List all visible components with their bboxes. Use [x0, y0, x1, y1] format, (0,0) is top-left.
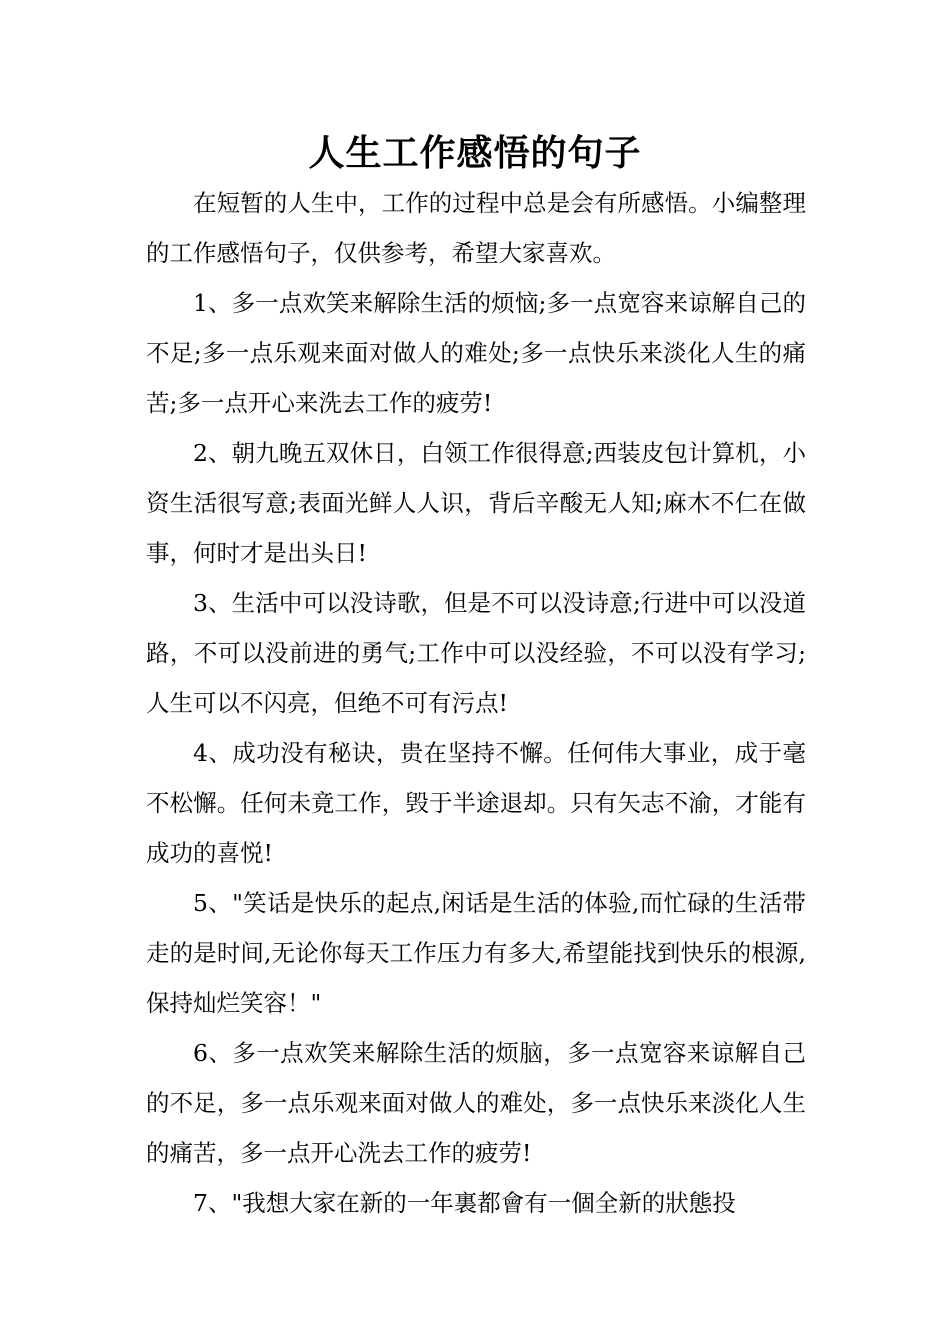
- paragraph-item-7: 7、"我想大家在新的一年裏都會有一個全新的狀態投: [193, 1189, 736, 1217]
- document-body: [146, 178, 806, 1228]
- paragraph-item-4: 4、成功没有秘诀，贵在坚持不懈。任何伟大事业，成于毫不松懈。任何未竟工作，毁于半途退却。只有矢志不渝，才能有成功的喜悦!: [146, 739, 806, 867]
- document-title: 人生工作感悟的句子: [308, 132, 642, 174]
- paragraph-item-1: 1、多一点欢笑来解除生活的烦恼;多一点宽容来谅解自己的不足;多一点乐观来面对做人的难处;多一点快乐来淡化人生的痛苦;多一点开心来洗去工作的疲劳!: [146, 289, 806, 417]
- intro-paragraph: 在短暂的人生中，工作的过程中总是会有所感悟。小编整理的工作感悟句子，仅供参考，希望大家喜欢。: [146, 189, 806, 267]
- paragraph-item-5: 5、"笑话是快乐的起点,闲话是生活的体验,而忙碌的生活带走的是时间,无论你每天工作压力有多大,希望能找到快乐的根源,保持灿烂笑容！": [146, 889, 806, 1017]
- paragraph-item-6: 6、多一点欢笑来解除生活的烦脑，多一点宽容来谅解自己的不足，多一点乐观来面对做人的难处，多一点快乐来淡化人生的痛苦，多一点开心洗去工作的疲劳!: [146, 1039, 806, 1167]
- paragraph-item-3: 3、生活中可以没诗歌，但是不可以没诗意;行进中可以没道路，不可以没前进的勇气;工作中可以没经验，不可以没有学习;人生可以不闪亮，但绝不可有污点!: [146, 589, 806, 717]
- paragraph-item-2: 2、朝九晚五双休日，白领工作很得意;西装皮包计算机，小资生活很写意;表面光鲜人人识，背后辛酸无人知;麻木不仁在做事，何时才是出头日!: [146, 439, 806, 567]
